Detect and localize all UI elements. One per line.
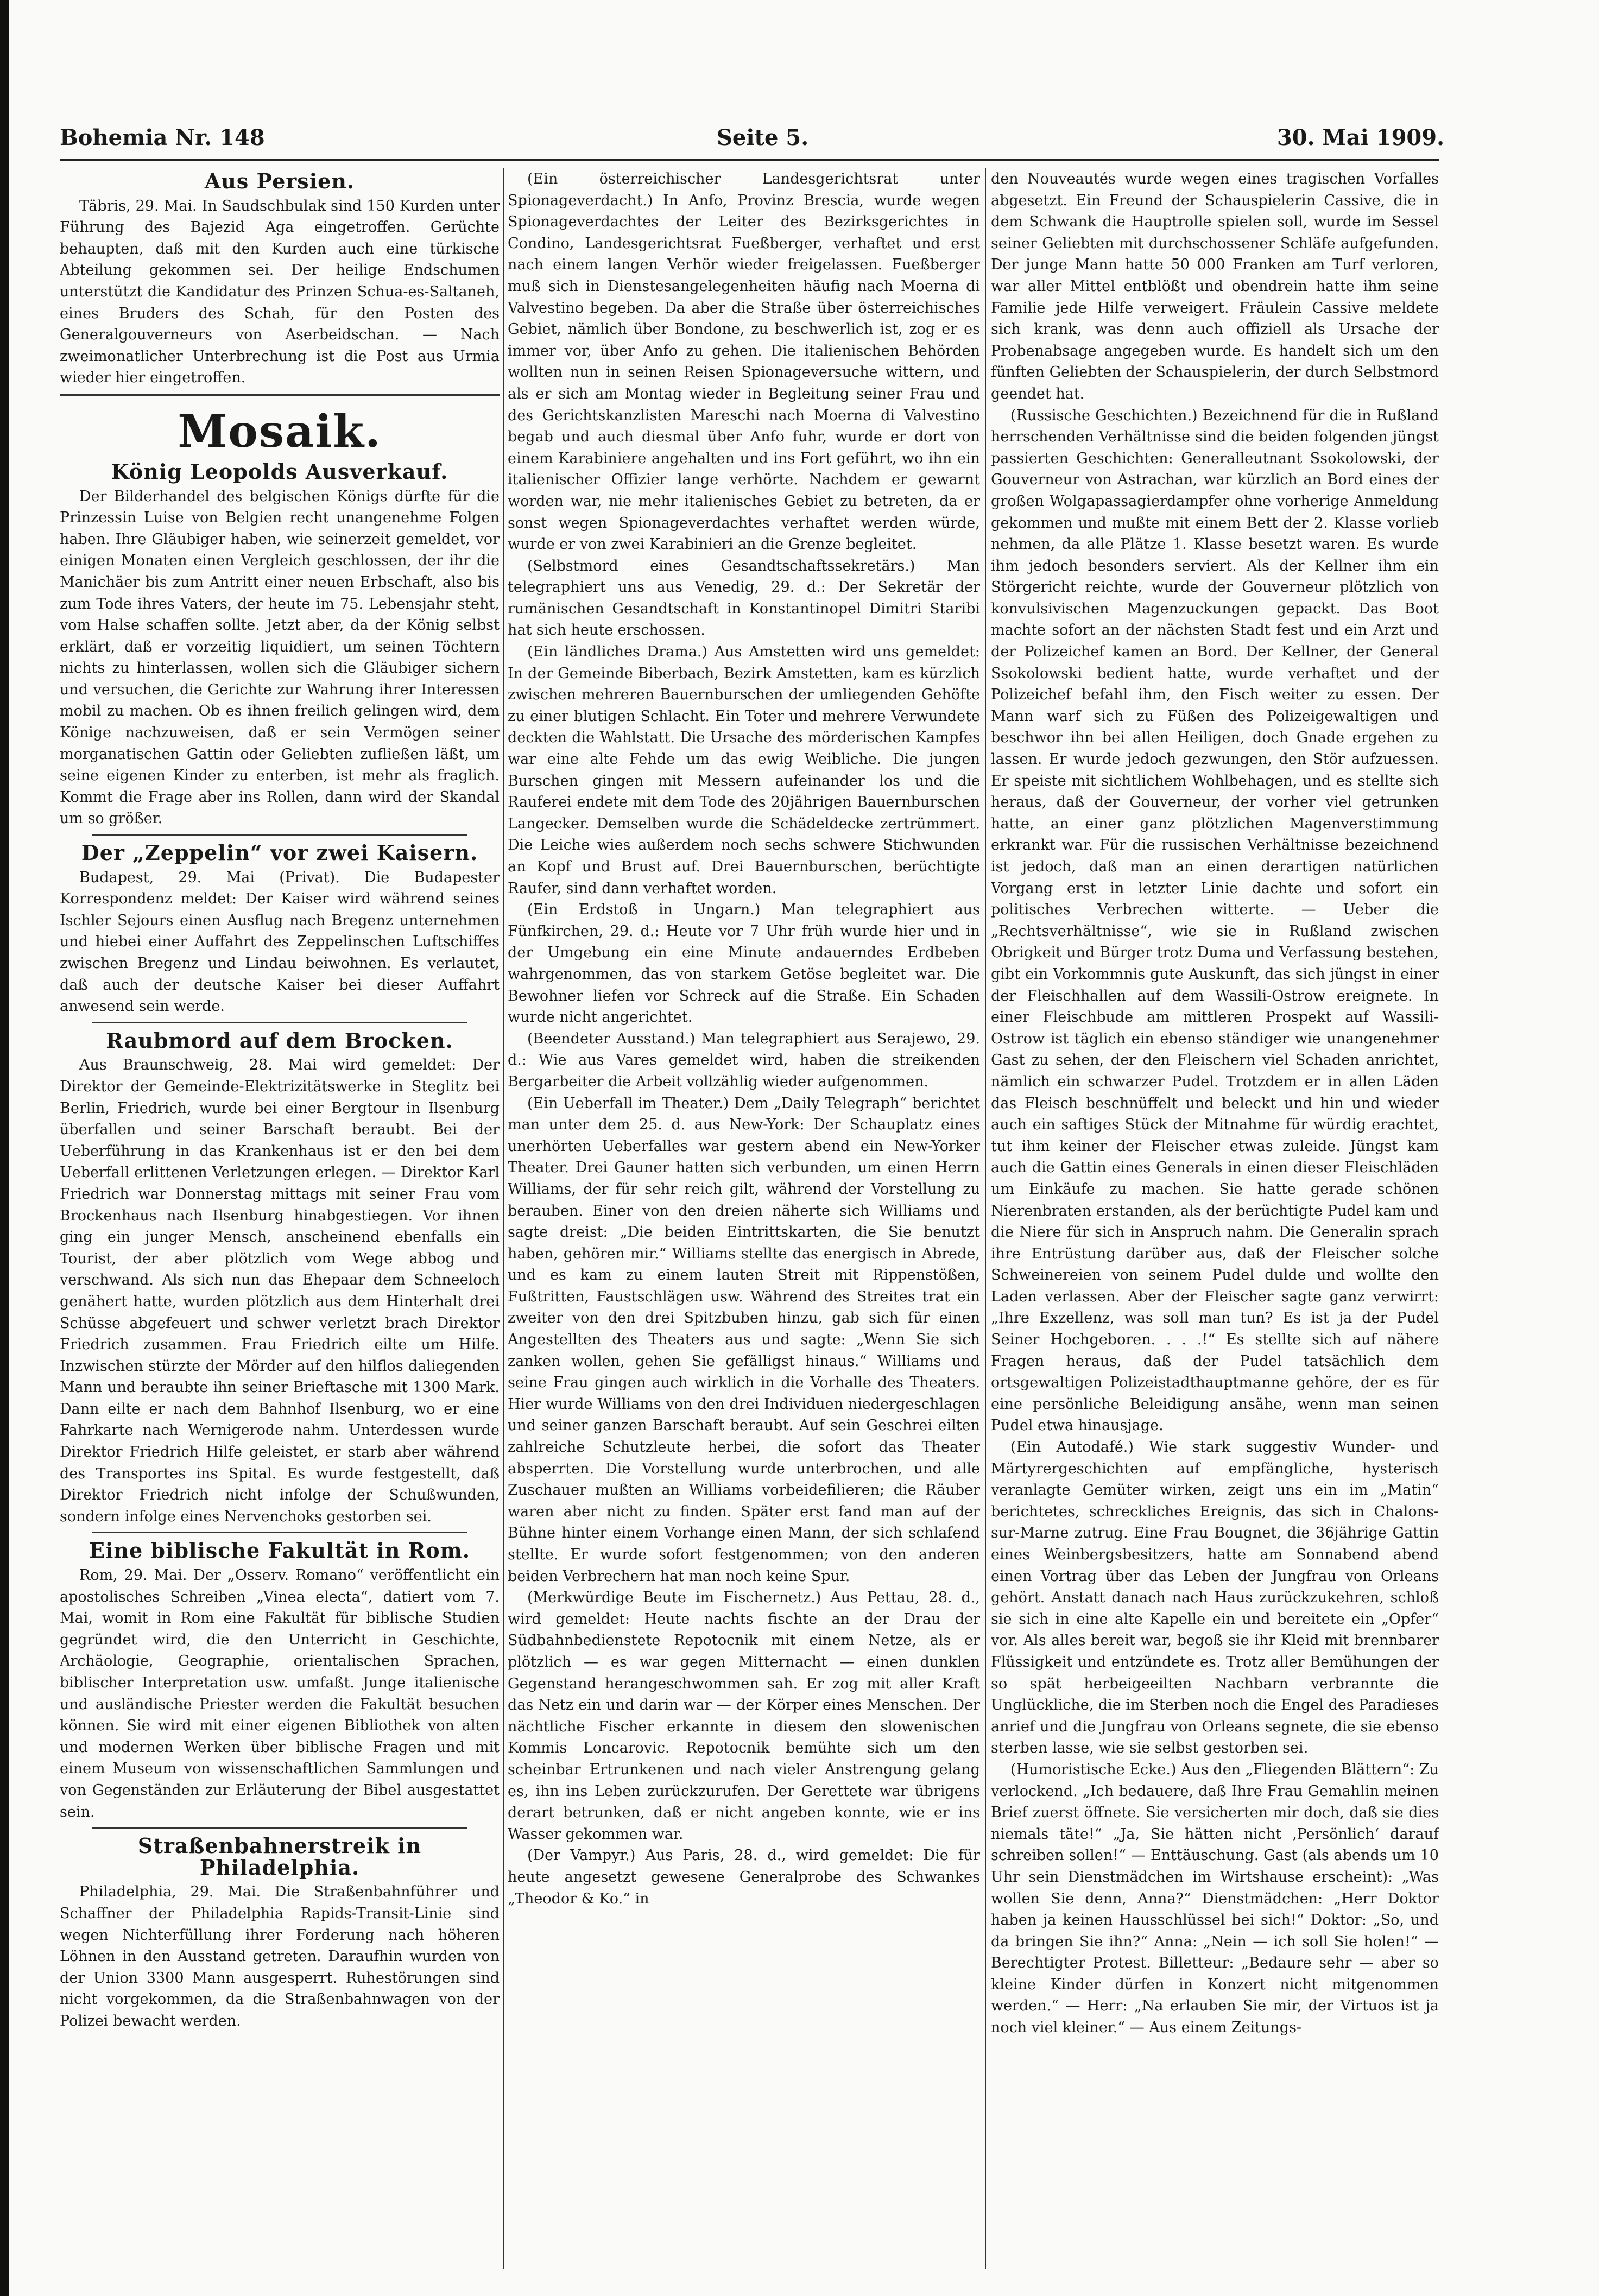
section-title-mosaik: Mosaik. — [178, 405, 382, 458]
page-binding-edge — [0, 0, 9, 2296]
article-rule — [92, 834, 467, 836]
news-item: (Ein Erdstoß in Ungarn.) Man telegraphiert aus Fünfkirchen, 29. d.: Heute vor 7 Uhr früh wurde hier und in der Umgebung ein eine Minute andauerndes Erdbeben wahrgenommen, das von starkem Getöse begleitet war. Die Bewohner liefen vor Schreck auf die Straße. Ein Schaden wurde nicht angerichtet. — [508, 901, 980, 1026]
article-rule — [92, 1827, 467, 1829]
article-title-leopold: König Leopolds Ausverkauf. — [111, 459, 448, 484]
column-divider — [503, 168, 504, 2269]
column-2 — [508, 168, 980, 1909]
header-paper-issue: Bohemia Nr. 148 — [60, 125, 265, 150]
section-rule — [60, 394, 500, 396]
column-3 — [991, 168, 1439, 2039]
header-rule — [60, 159, 1439, 161]
news-item: (Ein Autodafé.) Wie stark suggestiv Wunder- und Märtyrergeschichten auf empfängliche, hysterisch veranlagte Gemüter wirken, zeigt uns ein im „Matin“ berichtetes, schreckliches Ereignis, das sich in Chalons-sur-Marne zutrug. Eine Frau Bougnet, die 36jährige Gattin eines Weinbergsbesitzers, hatte am Sonnabend abend einen Vortrag über das Leben der Jungfrau von Orleans gehört. Anstatt danach nach Haus zurückzukehren, schloß sie sich in eine alte Kapelle ein und bereitete ein „Opfer“ vor. Als alles bereit war, begoß sie ihr Kleid mit brennbarer Flüssigkeit und entzündete es. Trotz aller Bemühungen der so spät herbeigeeilten Nachbarn verbrannte die Unglückliche, die im Sterben noch die Engel des Paradieses anrief und die Jungfrau von Orleans segnete, die sie ebenso sterben lasse, wie sie selbst gestorben sei. — [991, 1439, 1439, 1757]
news-item: (Der Vampyr.) Aus Paris, 28. d., wird gemeldet: Die für heute angesetzt gewesene Generalprobe des Schwankes „Theodor & Ko.“ in — [508, 1847, 980, 1907]
article-title-rom: Eine biblische Fakultät in Rom. — [89, 1538, 470, 1563]
article-body-zeppelin: Budapest, 29. Mai (Privat). Die Budapester Korrespondenz meldet: Der Kaiser wird während seines Ischler Sejours einen Ausflug nach Bregenz unternehmen und hiebei einer Auffahrt des Zeppelinschen Luftschiffes zwischen Bregenz und Lindau beiwohnen. Es verlautet, daß auch der deutsche Kaiser bei dieser Auffahrt anwesend sein werde. — [60, 869, 500, 1015]
news-item: (Humoristische Ecke.) Aus den „Fliegenden Blättern“: Zu verlockend. „Ich bedauere, daß Ihre Frau Gemahlin meinen Brief zuerst öffnete. Sie versicherten mir doch, daß sie dies niemals täte!“ „Ja, Sie hätten nicht ‚Persönlich‘ darauf schreiben sollen!“ — Enttäuschung. Gast (als abends um 10 Uhr sein Dienstmädchen im Wirtshause erscheint): „Was wollen Sie denn, Anna?“ Dienstmädchen: „Herr Doktor haben ja keinen Hausschlüssel bei sich!“ Doktor: „So, und da bringen Sie ihn?“ Anna: „Nein — ich soll Sie holen!“ — Berechtigter Protest. Billetteur: „Bedaure sehr — aber so kleine Kinder dürfen in Konzert nicht mitgenommen werden.“ — Herr: „Na erlauben Sie mir, der Virtuos ist ja noch viel kleiner.“ — Aus einem Zeitungs- — [991, 1761, 1439, 2036]
article-body-brocken: Aus Braunschweig, 28. Mai wird gemeldet: Der Direktor der Gemeinde-Elektrizitätswerke in Steglitz bei Berlin, Friedrich, wurde bei einer Bergtour in Ilsenburg überfallen und seiner Barschaft beraubt. Bei der Ueberführung in das Krankenhaus ist er den bei dem Ueberfall erlittenen Verletzungen erlegen. — Direktor Karl Friedrich war Donnerstag mittags mit seiner Frau vom Brockenhaus nach Ilsenburg hinabgestiegen. Vor ihnen ging ein junger Mensch, anscheinend ebenfalls ein Tourist, der aber plötzlich vom Wege abbog und verschwand. Als sich nun das Ehepaar dem Schneeloch genähert hatte, wurden plötzlich aus dem Hinterhalt drei Schüsse abgefeuert und schwer verletzt brach Direktor Friedrich zusammen. Frau Friedrich eilte um Hilfe. Inzwischen stürzte der Mörder auf den hilflos daliegenden Mann und beraubte ihn seiner Brieftasche mit 1300 Mark. Dann eilte er nach dem Bahnhof Ilsenburg, wo er eine Fahrkarte nach Wernigerode nahm. Unterdessen wurde Direktor Friedrich Hilfe geleistet, er starb aber während des Transportes ins Spital. Es wurde festgestellt, daß Direktor Friedrich nicht infolge der Schußwunden, sondern infolge eines Nervenchoks gestorben sei. — [60, 1057, 500, 1525]
news-item: (Selbstmord eines Gesandtschaftssekretärs.) Man telegraphiert uns aus Venedig, 29. d.: Der Sekretär der rumänischen Gesandtschaft in Konstantinopel Dimitri Staribi hat sich heute erschossen. — [508, 557, 980, 639]
header-page-number: Seite 5. — [717, 125, 809, 150]
news-item: (Russische Geschichten.) Bezeichnend für die in Rußland herrschenden Verhältnisse sind die beiden folgenden jüngst passierten Geschichten: Generalleutnant Ssokolowski, der Gouverneur von Astrachan, war kürzlich an Bord eines der großen Wolgapassagierdampfer ohne vorherige Anmeldung gekommen und mußte mit einem Bett der 2. Klasse vorlieb nehmen, da alle Plätze 1. Klasse besetzt waren. Es wurde ihm jedoch besonders serviert. Als der Kellner ihm ein Störgericht reichte, wurde der Gouverneur plötzlich von konvulsivischen Magenzuckungen gepackt. Das Boot machte sofort an der nächsten Stadt fest und ein Arzt und der Polizeichef kamen an Bord. Der Kellner, der General Ssokolowski bedient hatte, wurde verhaftet und der Polizeichef befahl ihm, den Fisch weiter zu essen. Der Mann warf sich zu Füßen des Polizeigewaltigen und beschwor ihn bei allen Heiligen, doch Gnade ergehen zu lassen. Er wurde jedoch gezwungen, den Stör aufzuessen. Er speiste mit sichtlichem Wohlbehagen, und es stellte sich heraus, daß der Gouverneur, der vorher viel getrunken hatte, an einer ganz plötzlichen Magenverstimmung erkrankt war. Für die russischen Verhältnisse bezeichnend ist jedoch, daß man an einen derartigen natürlichen Vorgang erst in letzter Linie dachte und sofort ein politisches Verbrechen witterte. — Ueber die „Rechtsverhältnisse“, wie sie in Rußland zwischen Obrigkeit und Bürger trotz Duma und Verfassung bestehen, gibt ein Vorkommnis gute Auskunft, das sich jüngst in einer der Fleischhallen auf dem Wassili-Ostrow ereignete. In einer Fleischbude am mittleren Prospekt auf Wassili-Ostrow ist täglich ein ebenso ständiger wie unangenehmer Gast zu sehen, der den Fleischern viel Schaden anrichtet, nämlich ein schwarzer Pudel. Trotzdem er in allen Läden das Fleisch beschnüffelt und beleckt und hin und wieder auch ein saftiges Stück der Mitnahme für würdig erachtet, tut ihm keiner der Fleischer etwas zuleide. Jüngst kam auch die Gattin eines Generals in einen dieser Fleischläden um Einkäufe zu machen. Sie hatte gerade schönen Nierenbraten erstanden, als der berüchtigte Pudel kam und die Niere für sich in Anspruch nahm. Die Generalin sprach ihre Entrüstung darüber aus, daß der Fleischer solche Schweinereien von seinem Pudel dulde und wollte den Laden verlassen. Aber der Fleischer sagte ganz verwirrt: „Ihre Exzellenz, was soll man tun? Es ist ja der Pudel Seiner Hochgeboren. . . .!“ Es stellte sich auf nähere Fragen heraus, daß der Pudel tatsächlich dem ortsgewaltigen Polizeistadthauptmanne gehöre, der es für eine persönliche Beleidigung ansähe, wenn man seinen Pudel etwa hinausjage. — [991, 407, 1439, 1434]
article-rule — [92, 1532, 467, 1533]
article-rule — [92, 1022, 467, 1023]
news-item: (Merkwürdige Beute im Fischernetz.) Aus Pettau, 28. d., wird gemeldet: Heute nachts fischte an der Drau der Südbahnbedienstete Repotocnik mit einem Netze, als er plötzlich — es war gegen Mitternacht — einen dunklen Gegenstand herangeschwommen sah. Er zog mit aller Kraft das Netz ein und darin war — der Körper eines Menschen. Der nächtliche Fischer erkannte in diesem den slowenischen Kommis Loncarovic. Repotocnik bemühte sich um den scheinbar Ertrunkenen und nach vieler Anstrengung gelang es, ihn ins Leben zurückzurufen. Der Gerettete war übrigens derart betrunken, daß er nicht angeben konnte, wie er ins Wasser gekommen war. — [508, 1589, 980, 1843]
header-date: 30. Mai 1909. — [1276, 125, 1444, 150]
article-body-leopold: Der Bilderhandel des belgischen Königs dürfte für die Prinzessin Luise von Belgien recht unangenehme Folgen haben. Ihre Gläubiger haben, wie seinerzeit gemeldet, vor einigen Monaten einen Vergleich geschlossen, der ihr die Manichäer bis zum Antritt einer neuen Erbschaft, also bis zum Tode ihres Vaters, der heute im 75. Lebensjahr steht, vom Halse schaffen sollte. Jetzt aber, da der König selbst erklärt, daß er vorzeitig liquidiert, um seinen Töchtern nichts zu hinterlassen, wollen sich die Gläubiger sichern und versuchen, die Gerichte zur Wahrung ihrer Interessen mobil zu machen. Ob es ihnen freilich gelingen wird, dem Könige nachzuweisen, daß er sein Vermögen seiner morganatischen Gattin oder Geliebten zufließen läßt, um seine eigenen Kinder zu enterben, ist mehr als fraglich. Kommt die Frage aber ins Rollen, dann wird der Skandal um so größer. — [60, 488, 500, 827]
column-1 — [60, 168, 500, 2032]
article-body-rom: Rom, 29. Mai. Der „Osserv. Romano“ veröffentlicht ein apostolisches Schreiben „Vinea electa“, datiert vom 7. Mai, womit in Rom eine Fakultät für biblische Studien gegründet wird, die den Unterricht in Geschichte, Archäologie, Geographie, orientalischen Sprachen, biblischer Interpretation usw. umfaßt. Junge italienische und ausländische Priester werden die Fakultät besuchen können. Sie wird mit einer eigenen Bibliothek von alten und modernen Werken über biblische Fragen und mit einem Museum von wissenschaftlichen Sammlungen und von Gegenständen zur Erläuterung der Bibel ausgestattet sein. — [60, 1567, 500, 1820]
column-divider — [985, 168, 986, 2269]
news-item: (Ein österreichischer Landesgerichtsrat unter Spionageverdacht.) In Anfo, Provinz Brescia, wurde wegen Spionageverdachtes der Leiter des Bezirksgerichtes in Condino, Landesgerichtsrat Fueßberger, verhaftet und erst nach einem langen Verhör wieder freigelassen. Fueßberger muß sich in Dienstesangelegenheiten häufig nach Moerna di Valvestino begeben. Da aber die Straße über österreichisches Gebiet, nämlich über Bondone, zu beschwerlich ist, zog er es immer vor, über Anfo zu gehen. Die italienischen Behörden wollten nun in seinen Reisen Spionageversuche wittern, und als er sich am Montag wieder in Begleitung seiner Frau und des Gerichtskanzlisten Mareschi nach Moerna di Valvestino begab und auch diesmal über Anfo fuhr, wurde er dort von einem Karabiniere angehalten und ins Fort geführt, wo ihn ein italienischer Offizier lange verhörte. Nachdem er gewarnt worden war, nie mehr italienisches Gebiet zu betreten, da er sonst wegen Spionageverdachtes verhaftet werden würde, wurde er von zwei Karabinieri an die Grenze begleitet. — [508, 170, 980, 553]
newspaper-page — [60, 119, 1444, 157]
article-title-persien: Aus Persien. — [204, 169, 355, 193]
news-item: (Ein ländliches Drama.) Aus Amstetten wird uns gemeldet: In der Gemeinde Biberbach, Bezirk Amstetten, kam es kürzlich zwischen mehreren Bauernburschen der umliegenden Gehöfte zu einer blutigen Schlacht. Ein Toter und mehrere Verwundete deckten die Wahlstatt. Die Ursache des mörderischen Kampfes war eine alte Fehde um das ewig Weibliche. Die jungen Burschen gingen mit Messern aufeinander los und die Rauferei endete mit dem Tode des 20jährigen Bauernburschen Langecker. Demselben wurde die Schädeldecke zertrümmert. Die Leiche wies außerdem noch sechs schwere Stichwunden an Kopf und Brust auf. Drei Bauernburschen, berüchtigte Raufer, sind dann verhaftet worden. — [508, 643, 980, 897]
article-title-philadelphia: Straßenbahnerstreik in Philadelphia. — [137, 1833, 422, 1880]
news-item: den Nouveautés wurde wegen eines tragischen Vorfalles abgesetzt. Ein Freund der Schauspielerin Cassive, die in dem Schwank die Hauptrolle spielen soll, wurde im Sessel seiner Geliebten mit durchschossener Schläfe aufgefunden. Der junge Mann hatte 50 000 Franken am Turf verloren, war aller Mittel entblößt und obendrein hatte ihm seine Familie jede Hilfe verweigert. Fräulein Cassive meldete sich krank, was denn auch offiziell als Ursache der Probenabsage angegeben wurde. Es handelt sich um den fünften Geliebten der Schauspielerin, der durch Selbstmord geendet hat. — [991, 170, 1439, 402]
news-item: (Ein Ueberfall im Theater.) Dem „Daily Telegraph“ berichtet man unter dem 25. d. aus New-York: Der Schauplatz eines unerhörten Ueberfalles war gestern abend ein New-Yorker Theater. Drei Gauner hatten sich verbunden, um einen Herrn Williams, der für sehr reich gilt, während der Vorstellung zu berauben. Einer von den dreien näherte sich Williams und sagte dreist: „Die beiden Eintrittskarten, die Sie benutzt haben, gehören mir.“ Williams stellte das energisch in Abrede, und es kam zu einem lauten Streit mit Rippenstößen, Fußtritten, Faustschlägen usw. Während des Streites trat ein zweiter von den drei Spitzbuben hinzu, gab sich für einen Angestellten des Theaters aus und sagte: „Wenn Sie sich zanken wollen, gehen Sie gefälligst hinaus.“ Williams und seine Frau gingen auch wirklich in die Vorhalle des Theaters. Hier wurde Williams von den drei Individuen niedergeschlagen und seiner ganzen Barschaft beraubt. Auf sein Geschrei eilten zahlreiche Schutzleute herbei, die sofort das Theater absperrten. Die Vorstellung wurde unterbrochen, und alle Zuschauer mußten an Williams vorbeidefilieren; die Räuber waren aber nicht zu finden. Später erst fand man auf der Bühne hinter einem Vorhange einen Mann, der sich schlafend stellte. Er wurde sofort festgenommen; von den anderen beiden Verbrechern hat man noch keine Spur. — [508, 1095, 980, 1585]
article-body-philadelphia: Philadelphia, 29. Mai. Die Straßenbahnführer und Schaffner der Philadelphia Rapids-Transit-Linie sind wegen Nichterfüllung ihrer Forderung nach höheren Löhnen in den Ausstand getreten. Daraufhin wurden von der Union 3300 Mann ausgesperrt. Ruhestörungen sind nicht vorgekommen, da die Straßenbahnwagen von der Polizei bewacht werden. — [60, 1883, 500, 2029]
article-title-brocken: Raubmord auf dem Brocken. — [106, 1028, 453, 1053]
article-title-zeppelin: Der „Zeppelin“ vor zwei Kaisern. — [81, 840, 478, 865]
news-item: (Beendeter Ausstand.) Man telegraphiert aus Serajewo, 29. d.: Wie aus Vares gemeldet wird, haben die streikenden Bergarbeiter die Arbeit vollzählig wieder aufgenommen. — [508, 1030, 980, 1090]
page-header — [60, 119, 1444, 157]
article-body-persien: Täbris, 29. Mai. In Saudschbulak sind 150 Kurden unter Führung des Bajezid Aga eingetroffen. Gerüchte behaupten, daß mit den Kurden auch eine türkische Abteilung gekommen sei. Der heilige Endschumen unterstützt die Kandidatur des Prinzen Schua-es-Saltaneh, eines Bruders des Schah, für den Posten des Generalgouverneurs von Aserbeidschan. — Nach zweimonatlicher Unterbrechung ist die Post aus Urmia wieder hier eingetroffen. — [60, 197, 500, 387]
